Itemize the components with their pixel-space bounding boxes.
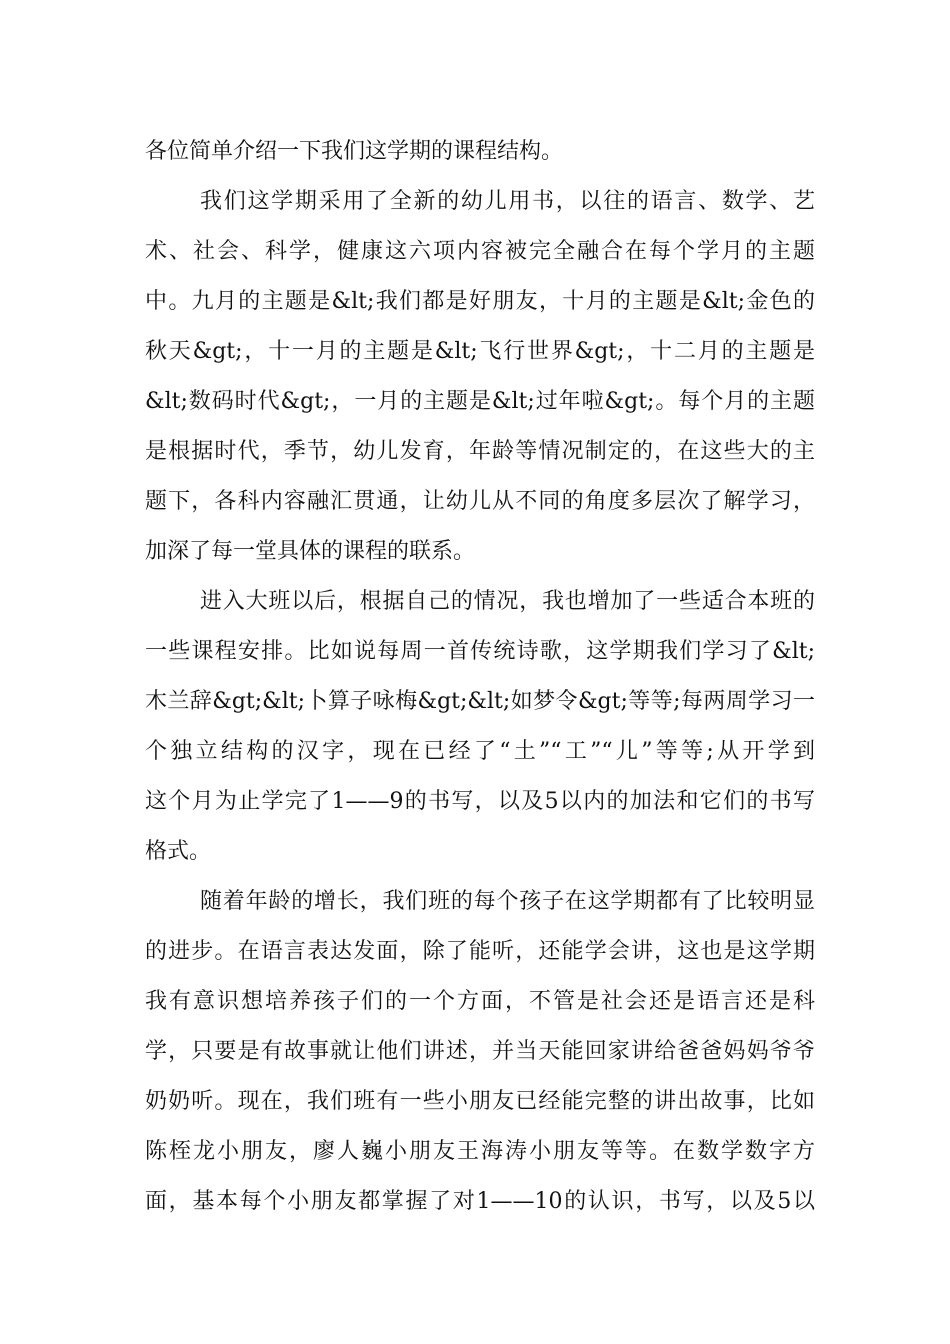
text-line: 题下，各科内容融汇贯通，让幼儿从不同的角度多层次了解学习， [145,489,815,514]
paragraph-first-line: 随着年龄的增长，我们班的每个孩子在这学期都有了比较明显 [200,889,815,914]
text-line: 术、社会、科学，健康这六项内容被完全融合在每个学月的主题 [145,239,815,264]
text-line: 木兰辞&gt;&lt;卜算子咏梅&gt;&lt;如梦令&gt;等等;每两周学习一 [145,689,815,714]
text-line: 是根据时代，季节，幼儿发育，年龄等情况制定的，在这些大的主 [145,439,815,464]
text-line: 格式。 [145,839,212,864]
text-line: 秋天&gt;，十一月的主题是&lt;飞行世界&gt;，十二月的主题是 [145,339,815,364]
text-line: 加深了每一堂具体的课程的联系。 [145,539,476,564]
text-line: 陈桎龙小朋友，廖人巍小朋友王海涛小朋友等等。在数学数字方 [145,1139,815,1164]
text-line: 这个月为止学完了1——9的书写，以及5以内的加法和它们的书写 [145,789,815,814]
text-line: 一些课程安排。比如说每周一首传统诗歌，这学期我们学习了&lt; [145,639,815,664]
text-line: 面，基本每个小朋友都掌握了对1——10的认识，书写，以及5以 [145,1189,815,1214]
text-line: 我有意识想培养孩子们的一个方面，不管是社会还是语言还是科 [145,989,815,1014]
text-line: 个独立结构的汉字，现在已经了“土”“工”“儿”等等;从开学到 [145,739,815,764]
paragraph-first-line: 我们这学期采用了全新的幼儿用书，以往的语言、数学、艺 [200,189,815,214]
text-line: 中。九月的主题是&lt;我们都是好朋友，十月的主题是&lt;金色的 [145,289,815,314]
text-line: 学，只要是有故事就让他们讲述，并当天能回家讲给爸爸妈妈爷爷 [145,1039,815,1064]
text-line: 各位简单介绍一下我们这学期的课程结构。 [145,139,564,164]
text-line: 的进步。在语言表达发面，除了能听，还能学会讲，这也是这学期 [145,939,815,964]
text-line: &lt;数码时代&gt;，一月的主题是&lt;过年啦&gt;。每个月的主题 [145,389,815,414]
text-line: 奶奶听。现在，我们班有一些小朋友已经能完整的讲出故事，比如 [145,1089,815,1114]
paragraph-first-line: 进入大班以后，根据自己的情况，我也增加了一些适合本班的 [200,589,815,614]
